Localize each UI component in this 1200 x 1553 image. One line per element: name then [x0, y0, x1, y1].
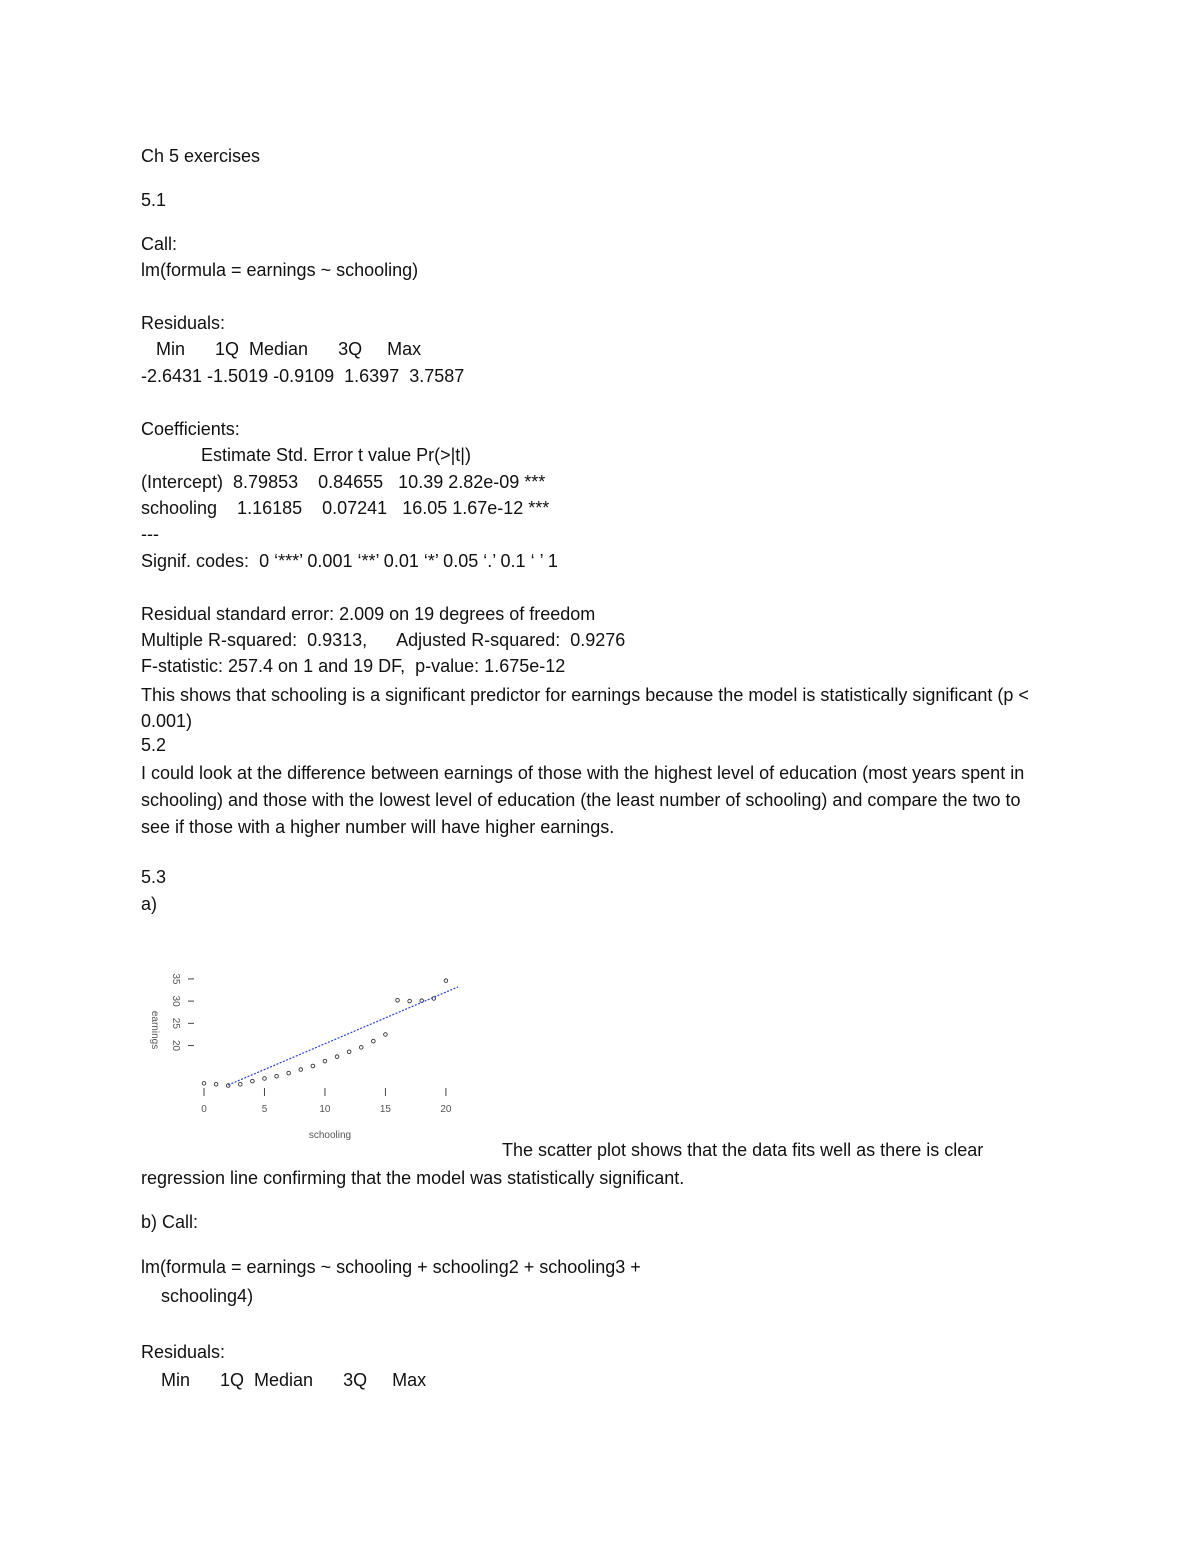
- f-statistic: F-statistic: 257.4 on 1 and 19 DF, p-value: 1.675e-12: [141, 656, 566, 676]
- data-point: [287, 1071, 291, 1075]
- coef-schooling-row: schooling 1.16185 0.07241 16.05 1.67e-12 ***: [141, 498, 550, 518]
- plot-caption-line-1: The scatter plot shows that the data fits well as there is clear: [502, 1140, 984, 1160]
- call-label: Call:: [141, 234, 178, 254]
- part-b-call: b) Call:: [141, 1212, 199, 1232]
- data-point: [299, 1068, 303, 1072]
- scatter-plot: [140, 950, 485, 1150]
- heading-5-3: 5.3: [141, 867, 167, 887]
- residuals-values: -2.6431 -1.5019 -0.9109 1.6397 3.7587: [141, 366, 465, 386]
- x-tick-label: 20: [440, 1104, 452, 1115]
- coef-header: Estimate Std. Error t value Pr(>|t|): [141, 445, 471, 465]
- residuals-label: Residuals:: [141, 313, 226, 333]
- data-point: [396, 998, 400, 1002]
- y-tick-label: 35: [170, 973, 181, 985]
- y-tick-label: 20: [170, 1039, 181, 1052]
- plot-caption-line-2: regression line confirming that the model was statistically significant.: [141, 1168, 685, 1188]
- paragraph-5-2: I could look at the difference between earnings of those with the highest level of education (most years spent in schooling) and those with the lowest level of education (the least number of schooling) and compare the two to see if those with a higher number will have higher earnings.: [141, 763, 1025, 837]
- r-squared: Multiple R-squared: 0.9313, Adjusted R-squared: 0.9276: [141, 630, 626, 650]
- data-point: [408, 999, 412, 1003]
- y-tick-label: 30: [170, 995, 181, 1007]
- data-point: [251, 1079, 255, 1083]
- data-point: [335, 1055, 339, 1059]
- interpretation-5-1: This shows that schooling is a significant predictor for earnings because the model is statistically significant (p < 0.001): [141, 685, 1029, 731]
- data-point: [238, 1082, 242, 1086]
- x-axis: [201, 1088, 452, 1115]
- signif-codes: Signif. codes: 0 ‘***’ 0.001 ‘**’ 0.01 ‘*’ 0.05 ‘.’ 0.1 ‘ ’ 1: [141, 551, 558, 571]
- data-point: [311, 1064, 315, 1068]
- residuals-header-b: Min 1Q Median 3Q Max: [141, 1370, 427, 1390]
- data-point: [347, 1050, 351, 1054]
- y-tick-label: 25: [170, 1017, 181, 1029]
- document-title: Ch 5 exercises: [141, 146, 261, 166]
- y-axis: [170, 973, 194, 1051]
- residual-standard-error: Residual standard error: 2.009 on 19 degrees of freedom: [141, 604, 596, 624]
- part-a-label: a): [141, 894, 158, 914]
- x-tick-label: 10: [319, 1104, 331, 1115]
- x-axis-label: schooling: [308, 1130, 352, 1141]
- scatter-points: [202, 979, 448, 1087]
- coef-intercept-row: (Intercept) 8.79853 0.84655 10.39 2.82e-09 ***: [141, 472, 546, 492]
- heading-5-2: 5.2: [141, 735, 167, 755]
- data-point: [263, 1077, 267, 1081]
- data-point: [214, 1082, 218, 1086]
- formula-b-line-1: lm(formula = earnings ~ schooling + schooling2 + schooling3 +: [141, 1257, 641, 1277]
- data-point: [444, 979, 448, 983]
- data-point: [384, 1033, 388, 1037]
- residuals-header: Min 1Q Median 3Q Max: [141, 339, 422, 359]
- heading-5-1: 5.1: [141, 190, 167, 210]
- data-point: [372, 1039, 376, 1043]
- data-point: [275, 1074, 279, 1078]
- residuals-label-b: Residuals:: [141, 1342, 226, 1362]
- x-tick-label: 15: [379, 1104, 391, 1115]
- data-point: [202, 1082, 206, 1086]
- data-point: [359, 1046, 363, 1050]
- separator: ---: [141, 524, 159, 544]
- formula: lm(formula = earnings ~ schooling): [141, 260, 419, 280]
- x-tick-label: 0: [201, 1104, 207, 1115]
- coefficients-label: Coefficients:: [141, 419, 240, 439]
- data-point: [323, 1059, 327, 1063]
- formula-b-line-2: schooling4): [141, 1286, 254, 1306]
- y-axis-label: earnings: [149, 1010, 160, 1050]
- x-tick-label: 5: [261, 1104, 268, 1115]
